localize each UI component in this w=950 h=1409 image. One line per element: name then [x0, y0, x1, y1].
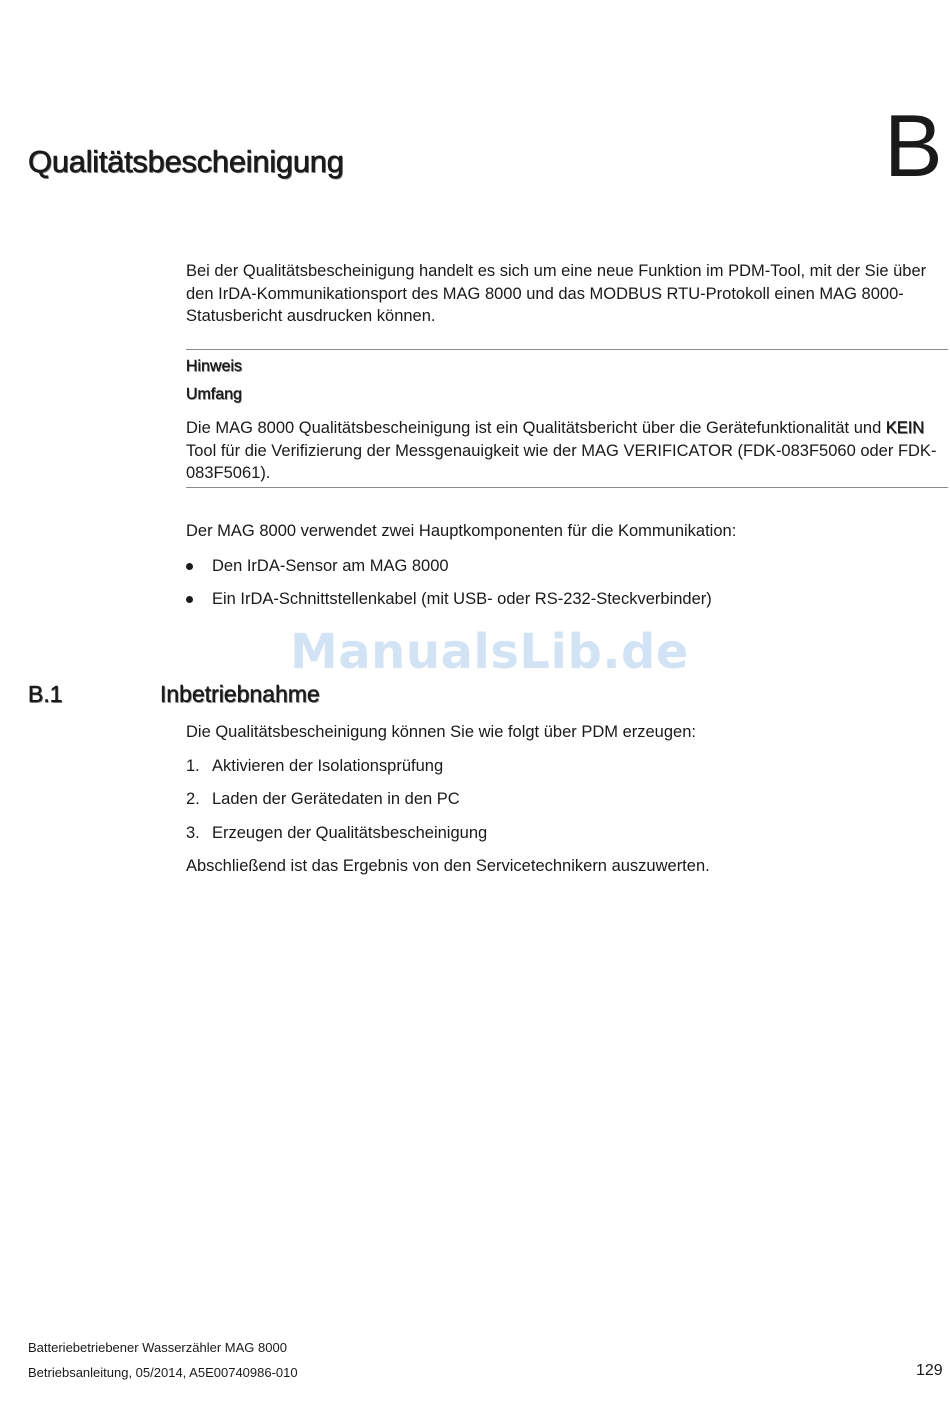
chapter-title: Qualitätsbescheinigung: [28, 144, 344, 179]
footer-document: Betriebsanleitung, 05/2014, A5E00740986-010: [28, 1365, 298, 1380]
section-number: B.1: [28, 681, 63, 707]
note-text: [186, 417, 950, 485]
step-text: Erzeugen der Qualitätsbescheinigung: [212, 824, 488, 842]
section-conclusion: Abschließend ist das Ergebnis von den Servicetechnikern auszuwerten.: [186, 857, 710, 875]
step-text: Aktivieren der Isolationsprüfung: [212, 757, 444, 775]
list-item-text: Den IrDA-Sensor am MAG 8000: [212, 557, 449, 575]
step-item: [186, 822, 487, 844]
page-number: 129: [916, 1362, 943, 1379]
components-intro: Der MAG 8000 verwendet zwei Hauptkomponenten für die Kommunikation:: [186, 522, 737, 540]
bullet-icon: [186, 563, 193, 570]
note-bottom-rule: [186, 487, 948, 488]
footer-product: Batteriebetriebener Wasserzähler MAG 8000: [28, 1340, 287, 1355]
note-text-after: Tool für die Verifizierung der Messgenauigkeit wie der MAG VERIFICATOR (FDK-083F5060 oder FDK-083F5061).: [186, 441, 937, 482]
step-number: 3.: [186, 824, 200, 842]
step-number: 2.: [186, 790, 200, 808]
note-text-before: Die MAG 8000 Qualitätsbescheinigung ist ein Qualitätsbericht über die Gerätefunktionalität und: [186, 419, 886, 437]
step-item: [186, 788, 460, 810]
note-emphasis: KEIN: [885, 419, 925, 437]
watermark: ManualsLib.de: [290, 624, 689, 680]
bullet-icon: [186, 596, 193, 603]
list-item-text: Ein IrDA-Schnittstellenkabel (mit USB- oder RS-232-Steckverbinder): [212, 590, 712, 608]
intro-paragraph: Bei der Qualitätsbescheinigung handelt es sich um eine neue Funktion im PDM-Tool, mit der Sie über den IrDA-Kommunikationsport des MAG 8000 und das MODBUS RTU-Protokoll einen MAG 8000-Statusbericht ausdrucken können.: [186, 262, 927, 325]
section-intro: Die Qualitätsbescheinigung können Sie wie folgt über PDM erzeugen:: [186, 723, 696, 741]
note-subtitle: Umfang: [186, 386, 243, 403]
note-label: Hinweis: [186, 358, 243, 375]
note-top-rule: [186, 349, 948, 350]
section-title: Inbetriebnahme: [160, 681, 320, 707]
chapter-letter: B: [884, 96, 942, 195]
step-item: [186, 755, 443, 777]
step-text: Laden der Gerätedaten in den PC: [212, 790, 460, 808]
step-number: 1.: [186, 757, 200, 775]
